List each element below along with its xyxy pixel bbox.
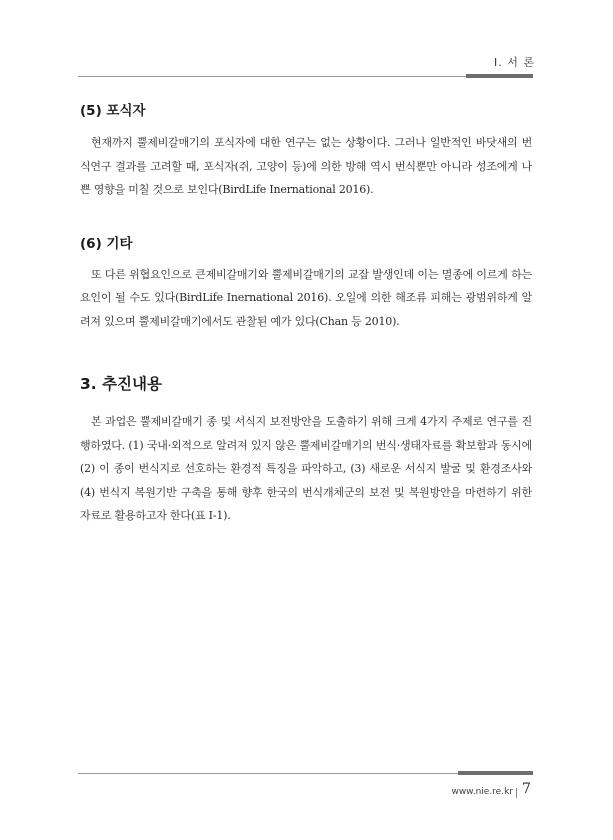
heading-predators: (5) 포식자 (80, 103, 146, 119)
header-rule (78, 76, 533, 77)
heading-others: (6) 기타 (80, 235, 133, 252)
paragraph-predators: 현재까지 뿔제비갈매기의 포식자에 대한 연구는 없는 상황이다. 그러나 일반적인 바닷새의 번식연구 결과를 고려할 때, 포식자(쥐, 고양이 등)에 의한 방해 역시 번식뿐만 아니라 성조에게 나쁜 영향을 미칠 것으로 보인다(BirdLife Inernational 2016). (80, 136, 532, 196)
page-number: 7 (522, 781, 531, 797)
header-rule-accent (466, 74, 533, 78)
page-body (80, 100, 532, 528)
footer-url: www.nie.re.kr (451, 787, 513, 797)
paragraph-others: 또 다른 위협요인으로 큰제비갈매기와 뿔제비갈매기의 교잡 발생인데 이는 멸종에 이르게 하는 요인이 될 수도 있다(BirdLife Inernational 2016). 오일에 의한 해조류 피해는 광범위하게 알려져 있으며 뿔제비갈매기에서도 관찰된 예가 있다(Chan 등 2010). (80, 267, 532, 328)
paragraph-project-content: 본 과업은 뿔제비갈매기 종 및 서식지 보전방안을 도출하기 위해 크게 4가지 주제로 연구를 진행하였다. (1) 국내·외적으로 알려져 있지 않은 뿔제비갈매기의 번식·생태자료를 확보함과 동시에 (2) 이 종이 번식지로 선호하는 환경적 특징을 파악하고, (3) 새로운 서식지 발굴 및 환경조사와 (4) 번식지 복원기반 구축을 통해 향후 한국의 번식개체군의 보전 및 복원방안을 마련하기 위한 자료로 활용하고자 한다(표 Ⅰ-1). (80, 415, 532, 522)
footer-rule-accent (458, 771, 533, 775)
heading-project-content: 3. 추진내용 (80, 375, 162, 393)
running-header: Ⅰ. 서 론 (494, 56, 535, 69)
footer-separator (516, 788, 517, 798)
